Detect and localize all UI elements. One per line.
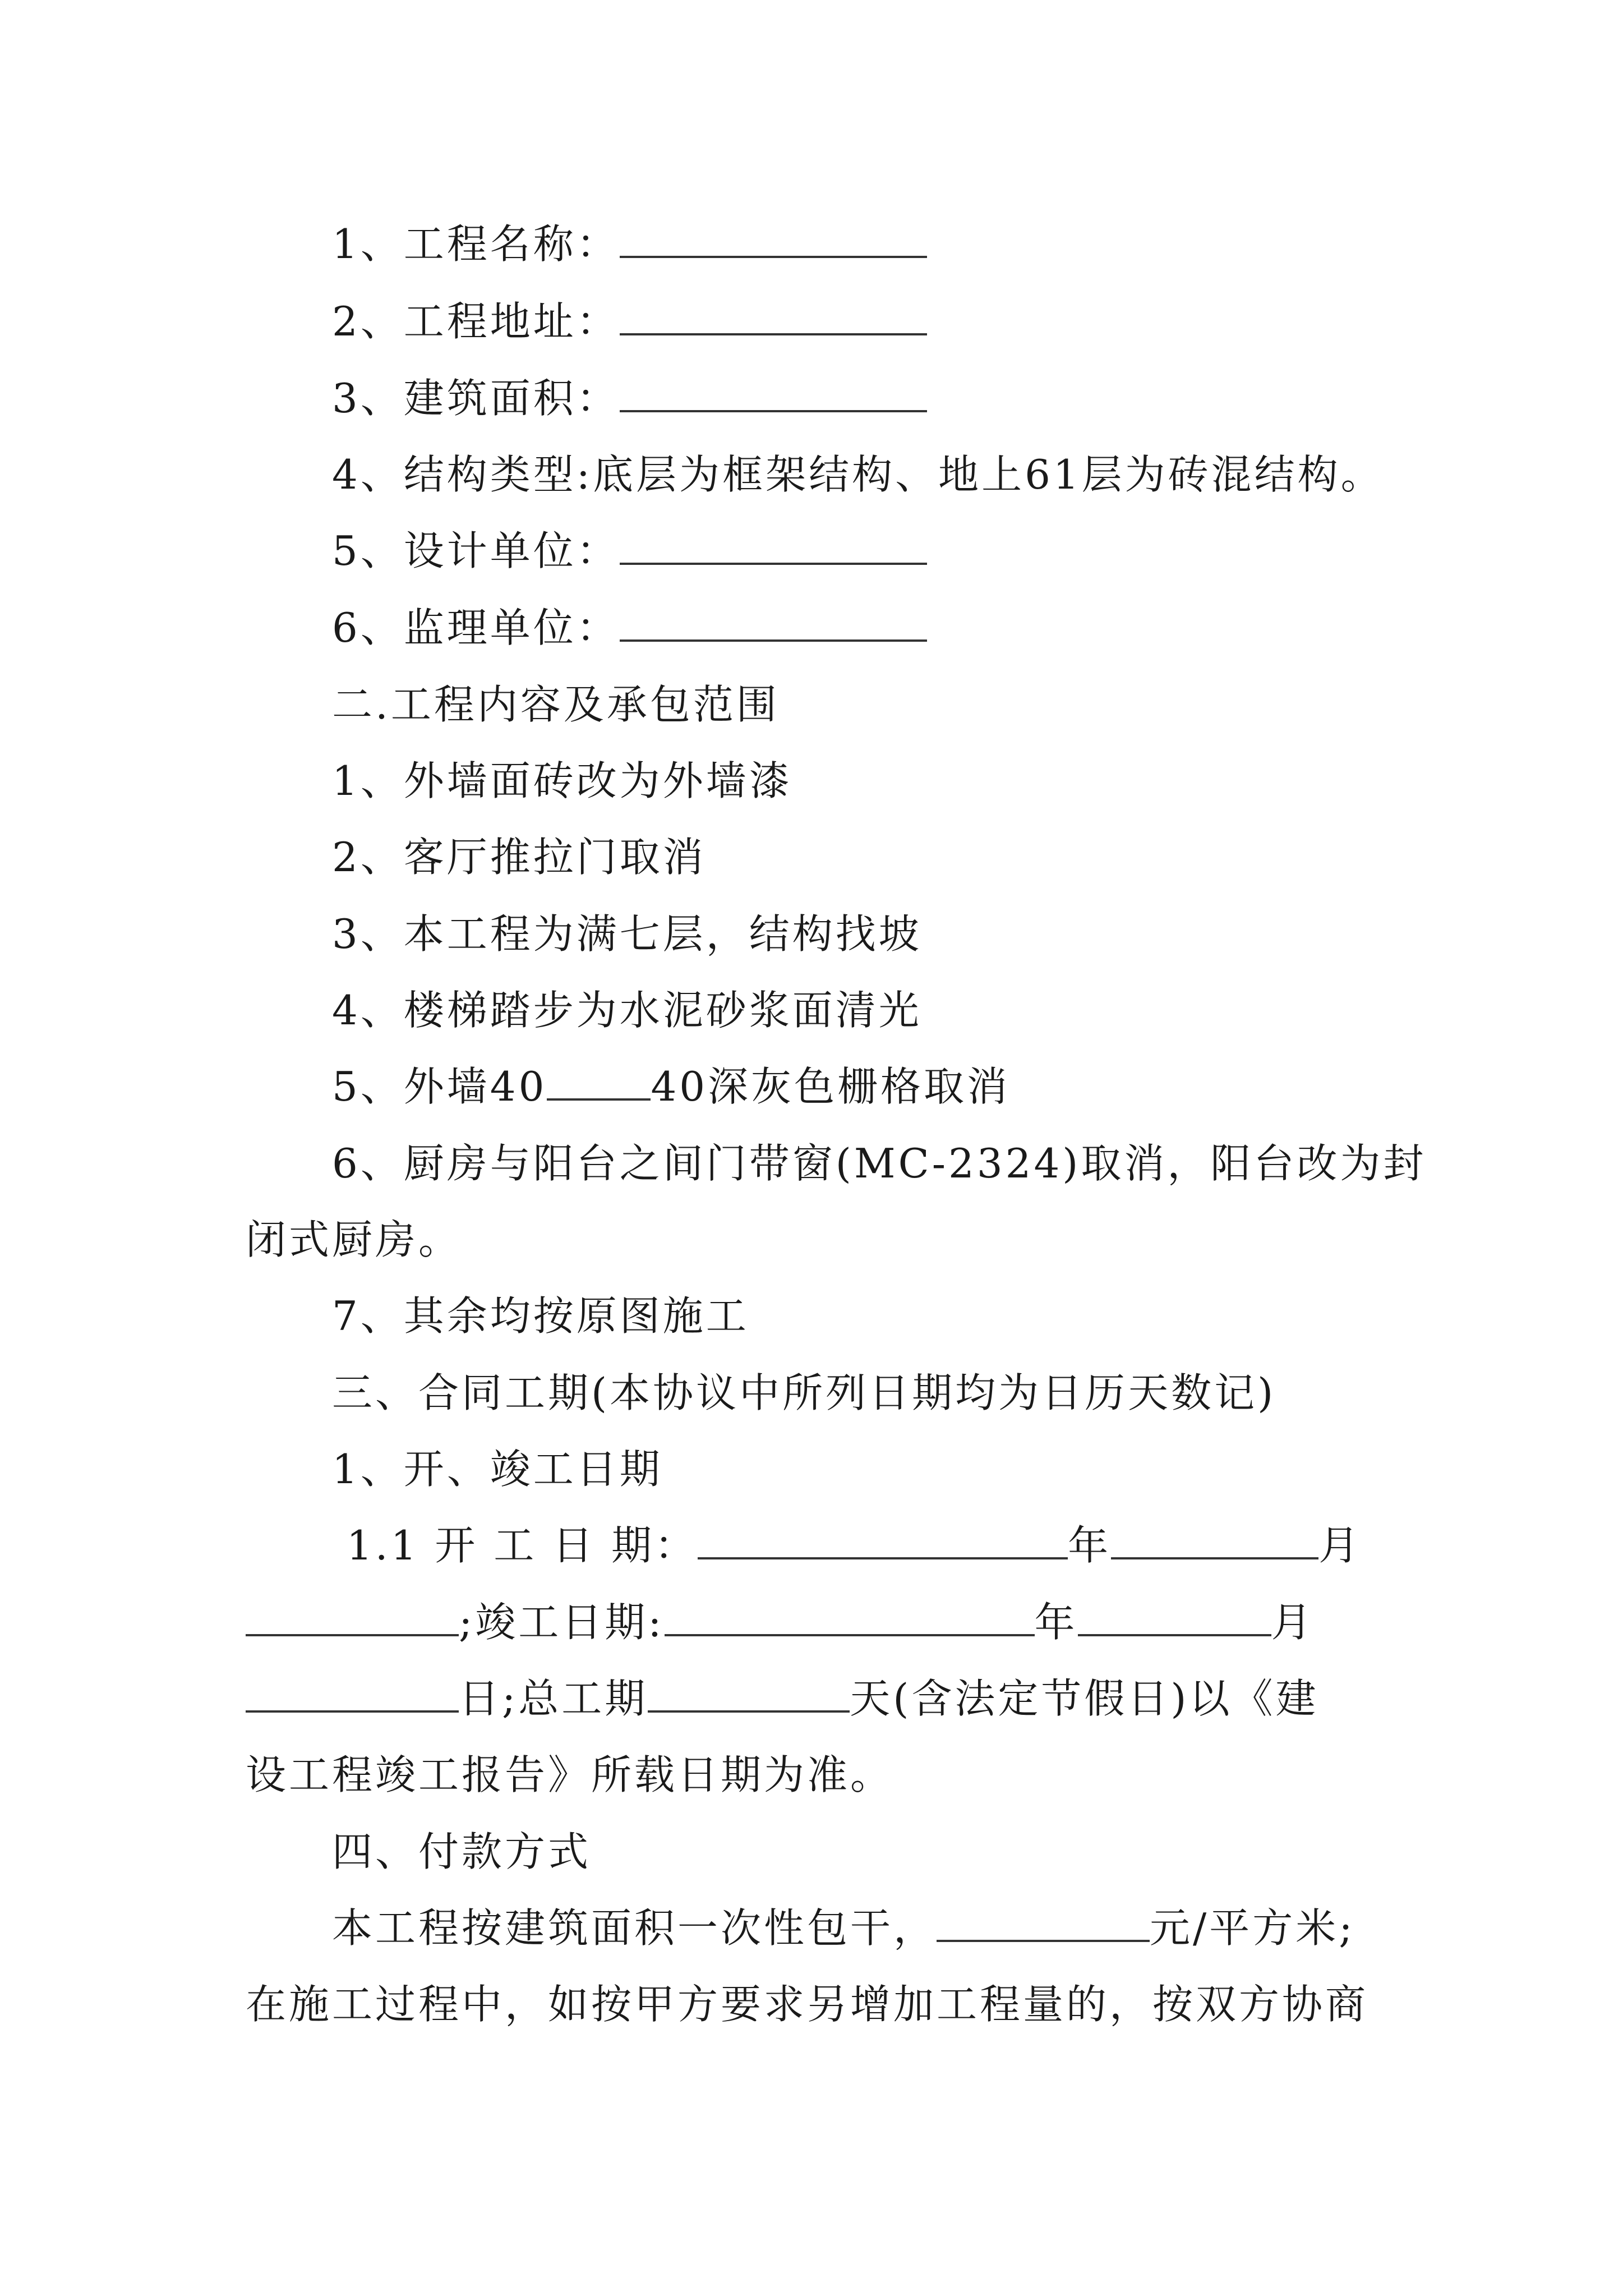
total-days-blank[interactable] — [648, 1673, 850, 1713]
payment-lump-sum-text: 本工程按建筑面积一次性包干， — [332, 1904, 937, 1952]
building-area-blank[interactable] — [620, 373, 927, 412]
unit-price-unit: 元/平方米; — [1150, 1904, 1355, 1952]
design-unit-label: 5、设计单位： — [332, 527, 620, 574]
payment-line-1 — [332, 1900, 1623, 1956]
period-heading: 三、合同工期(本协议中所列日期均为日历天数记) — [332, 1369, 1276, 1416]
scope-item-3: 3、本工程为满七层，结构找坡 — [332, 910, 922, 958]
building-area-row — [332, 370, 1623, 426]
total-period-label: 日;总工期 — [459, 1675, 648, 1722]
month-unit: 月 — [1318, 1522, 1362, 1569]
supervision-unit-blank[interactable] — [620, 602, 927, 642]
project-name-blank[interactable] — [620, 219, 927, 258]
supervision-unit-label: 6、监理单位： — [332, 604, 620, 651]
design-unit-blank[interactable] — [620, 526, 927, 565]
end-date-row — [246, 1594, 1623, 1650]
project-address-blank[interactable] — [620, 296, 927, 335]
scope-item-1: 1、外墙面砖改为外墙漆 — [332, 757, 792, 804]
start-date-label: 1.1 开 工 日 期： — [347, 1522, 698, 1569]
project-address-label: 2、工程地址： — [332, 298, 620, 345]
project-name-label: 1、工程名称： — [332, 220, 620, 268]
start-year-blank[interactable] — [698, 1520, 1068, 1559]
end-month-unit: 月 — [1271, 1599, 1315, 1646]
unit-price-blank[interactable] — [937, 1903, 1150, 1942]
total-days-note: 天(含法定节假日)以《建 — [850, 1675, 1319, 1722]
scope-item-6-line-2: 闭式厨房。 — [246, 1216, 462, 1263]
end-date-label: ;竣工日期: — [459, 1599, 665, 1646]
payment-heading: 四、付款方式 — [332, 1828, 592, 1875]
scope-item-2: 2、客厅推拉门取消 — [332, 834, 706, 881]
project-name-row — [332, 216, 1623, 272]
scope-item-5-blank[interactable] — [547, 1061, 651, 1101]
start-date-row — [347, 1517, 1623, 1573]
scope-item-4: 4、楼梯踏步为水泥砂浆面清光 — [332, 987, 922, 1034]
structure-type-row: 4、结构类型:底层为框架结构、地上61层为砖混结构。 — [332, 451, 1384, 498]
supervision-unit-row — [332, 600, 1623, 656]
year-unit: 年 — [1068, 1522, 1112, 1569]
building-area-label: 3、建筑面积： — [332, 375, 620, 422]
end-year-blank[interactable] — [665, 1597, 1035, 1636]
scope-item-5-start: 5、外墙40 — [332, 1063, 547, 1110]
start-day-blank[interactable] — [246, 1597, 459, 1636]
total-period-row — [246, 1671, 1623, 1727]
design-unit-row — [332, 523, 1623, 579]
scope-item-5 — [332, 1059, 1623, 1115]
scope-item-7: 7、其余均按原图施工 — [332, 1292, 749, 1340]
scope-heading: 二.工程内容及承包范围 — [332, 681, 780, 728]
end-year-unit: 年 — [1034, 1599, 1078, 1646]
period-sub-heading: 1、开、竣工日期 — [332, 1446, 663, 1493]
completion-report-line: 设工程竣工报告》所载日期为准。 — [246, 1751, 894, 1798]
end-day-blank[interactable] — [246, 1673, 459, 1713]
payment-line-2: 在施工过程中，如按甲方要求另增加工程量的，按双方协商 — [246, 1981, 1369, 2028]
scope-item-5-end: 40深灰色栅格取消 — [651, 1063, 1011, 1110]
start-month-blank[interactable] — [1111, 1520, 1318, 1559]
end-month-blank[interactable] — [1078, 1597, 1271, 1636]
scope-item-6-line-1: 6、厨房与阳台之间门带窗(MC-2324)取消，阳台改为封 — [332, 1140, 1427, 1187]
project-address-row — [332, 293, 1623, 349]
